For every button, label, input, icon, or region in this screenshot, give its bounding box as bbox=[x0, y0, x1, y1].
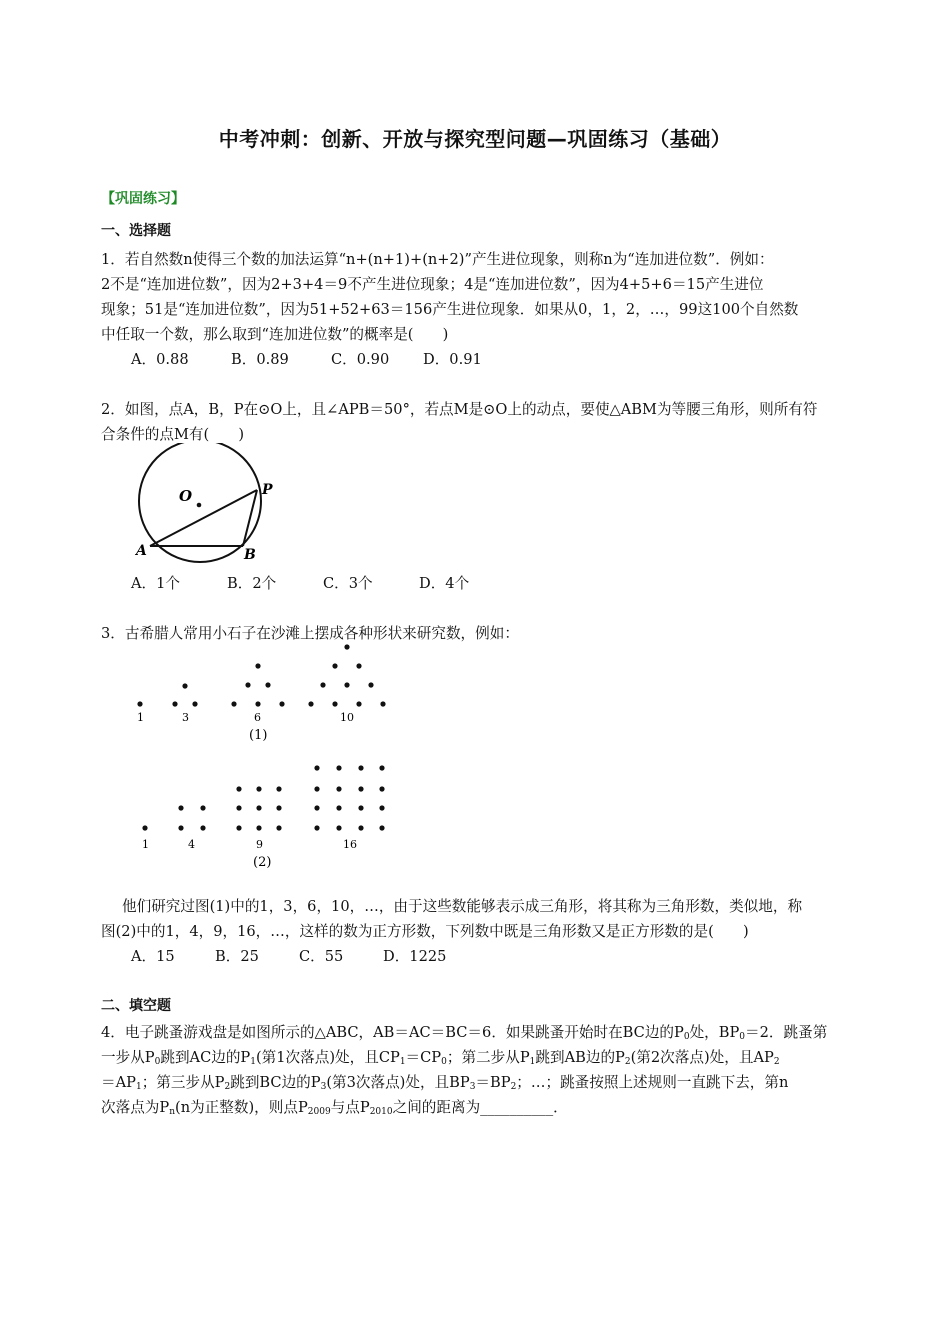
sq-label-1: 1 bbox=[142, 838, 149, 851]
q3-option-b[interactable]: B．25 bbox=[215, 948, 259, 965]
q3-line-1: 他们研究过图(1)中的1，3，6，10，…，由于这些数能够表示成三角形，将其称为三角形数，类似地，称 bbox=[122, 898, 803, 915]
sq-label-16: 16 bbox=[343, 838, 357, 851]
tri-label-10: 10 bbox=[340, 711, 354, 724]
tri-label-3: 3 bbox=[182, 711, 189, 724]
q3-intro: 3．古希腊人常用小石子在沙滩上摆成各种形状来研究数，例如： bbox=[101, 625, 519, 642]
q1-line-4: 中任取一个数，那么取到“连加进位数”的概率是( ) bbox=[101, 326, 449, 343]
circle-figure bbox=[128, 443, 288, 565]
section-fill-heading: 二、填空题 bbox=[101, 998, 171, 1014]
q1-option-d[interactable]: D．0.91 bbox=[423, 351, 482, 368]
tri-label-1: 1 bbox=[137, 711, 144, 724]
q4-line-4: 次落点为$P_n(n$为正整数)，则点$P_{2009}$与点$P_{2010}$之间的距离为__________． bbox=[101, 1099, 568, 1117]
q1-option-a[interactable]: A．0.88 bbox=[131, 351, 189, 368]
q1-line-1: 1．若自然数n使得三个数的加法运算“n+(n+1)+(n+2)”产生进位现象，则称n为“连加进位数”．例如： bbox=[101, 251, 774, 268]
q2-options bbox=[131, 572, 469, 593]
triangle-dots bbox=[137, 644, 385, 706]
triangular-numbers-figure bbox=[128, 638, 398, 748]
q1-line-2: 2不是“连加进位数”，因为2+3+4＝9不产生进位现象；4是“连加进位数”，因为4+5+6＝15产生进位 bbox=[101, 276, 764, 293]
q1-option-c[interactable]: C．0.90 bbox=[331, 351, 390, 368]
label-p: P bbox=[262, 482, 273, 498]
q1-line-3: 现象；51是“连加进位数”，因为51+52+63＝156产生进位现象．如果从0，1，2，…，99这100个自然数 bbox=[101, 301, 799, 318]
q2-option-c[interactable]: C．3个 bbox=[323, 575, 373, 592]
tri-label-6: 6 bbox=[254, 711, 261, 724]
q2-option-d[interactable]: D．4个 bbox=[419, 575, 470, 592]
label-o: O bbox=[179, 487, 193, 505]
sq-label-9: 9 bbox=[256, 838, 263, 851]
fig2-caption: (2) bbox=[253, 855, 272, 870]
square-dots bbox=[142, 765, 384, 830]
square-numbers-figure bbox=[128, 756, 398, 871]
q3-option-c[interactable]: C．55 bbox=[299, 948, 344, 965]
section-practice-heading: 【巩固练习】 bbox=[101, 191, 185, 207]
fig1-caption: (1) bbox=[249, 728, 268, 743]
label-b: B bbox=[244, 547, 256, 563]
center-point bbox=[197, 503, 202, 508]
q1-options bbox=[131, 348, 482, 369]
q3-option-a[interactable]: A．15 bbox=[131, 948, 175, 965]
section-choice-heading: 一、选择题 bbox=[101, 223, 171, 239]
page-title: 中考冲刺：创新、开放与探究型问题—巩固练习（基础） bbox=[218, 127, 732, 151]
q2-line-1: 2．如图，点A，B，P在⊙O上，且∠APB＝50°，若点M是⊙O上的动点，要使△ABM为等腰三角形，则所有符 bbox=[101, 401, 818, 418]
q2-option-b[interactable]: B．2个 bbox=[227, 575, 277, 592]
q4-line-3: $=AP_1$；第三步从$P_2$跳到BC边的$P_3$(第3次落点)处，且$BP_3=BP_2$；…；跳蚤按照上述规则一直跳下去，第n bbox=[101, 1074, 789, 1092]
label-a: A bbox=[136, 543, 147, 559]
q4-answer-blank[interactable]: 之间的距离为__________． bbox=[392, 1099, 568, 1116]
q1-option-b[interactable]: B．0.89 bbox=[231, 351, 289, 368]
chord-ap bbox=[150, 490, 257, 546]
q3-options bbox=[131, 945, 446, 966]
q4-line-2: 一步从$P_0$跳到AC边的$P_1$(第1次落点)处，且$CP_1=CP_0$；第二步从$P_1$跳到AB边的$P_2$(第2次落点)处，且$AP_2$ bbox=[101, 1049, 780, 1067]
q4-line-1: 4．电子跳蚤游戏盘是如图所示的△ABC，AB＝AC＝BC＝6．如果跳蚤开始时在BC边的$P_0$处，$BP_0=2$．跳蚤第 bbox=[101, 1024, 828, 1042]
q2-option-a[interactable]: A．1个 bbox=[131, 575, 181, 592]
q3-option-d[interactable]: D．1225 bbox=[383, 948, 447, 965]
q2-line-2: 合条件的点M有( ) bbox=[101, 426, 245, 443]
q3-line-2: 图(2)中的1，4，9，16，…，这样的数为正方形数，下列数中既是三角形数又是正方形数的是( ) bbox=[101, 923, 749, 940]
sq-label-4: 4 bbox=[188, 838, 195, 851]
